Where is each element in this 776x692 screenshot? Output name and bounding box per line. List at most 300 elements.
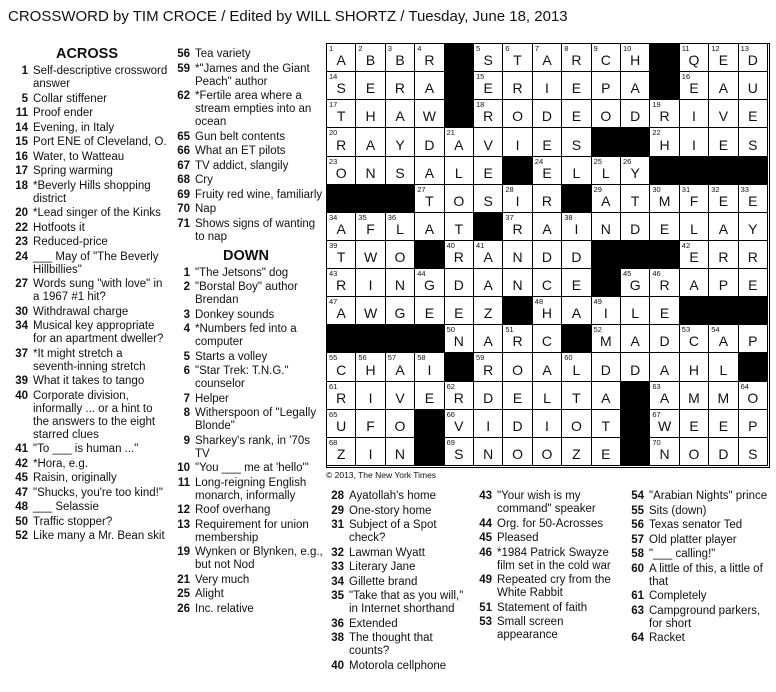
clue-number: 28 xyxy=(331,490,344,502)
grid-cell[interactable] xyxy=(709,410,738,438)
grid-cell[interactable] xyxy=(621,269,650,297)
clue-number: 57 xyxy=(631,533,644,546)
grid-cell[interactable] xyxy=(562,241,591,269)
clue-number: 34 xyxy=(331,575,344,588)
grid-cell[interactable] xyxy=(592,157,621,185)
grid-cell[interactable] xyxy=(680,269,709,297)
cell-letter: O xyxy=(512,108,524,125)
grid-cell[interactable] xyxy=(621,297,650,325)
grid-cell[interactable] xyxy=(327,72,356,100)
cell-letter: E xyxy=(483,164,493,181)
grid-cell[interactable] xyxy=(680,185,709,213)
cell-letter: L xyxy=(719,361,728,378)
grid-cell[interactable] xyxy=(445,157,474,185)
grid-cell[interactable] xyxy=(386,128,415,156)
grid-cell[interactable] xyxy=(445,213,474,241)
grid-cell[interactable] xyxy=(650,438,679,466)
cell-letter: I xyxy=(692,136,696,153)
grid-cell[interactable] xyxy=(474,72,503,100)
grid-cell[interactable] xyxy=(592,44,621,72)
down-clue xyxy=(322,618,472,631)
cell-letter: P xyxy=(748,333,758,350)
grid-cell[interactable] xyxy=(474,325,503,353)
grid-cell[interactable] xyxy=(562,438,591,466)
clue-number: 12 xyxy=(177,504,190,516)
grid-cell[interactable] xyxy=(739,325,768,353)
grid-cell[interactable] xyxy=(386,213,415,241)
grid-cell[interactable] xyxy=(503,128,532,156)
grid-cell[interactable] xyxy=(650,213,679,241)
cell-letter: V xyxy=(718,108,729,125)
grid-cell[interactable] xyxy=(356,297,385,325)
clue-text: What it takes to tango xyxy=(33,375,145,387)
grid-cell[interactable] xyxy=(445,438,474,466)
grid-cell[interactable] xyxy=(503,325,532,353)
cell-number: 22 xyxy=(652,128,661,138)
grid-cell[interactable] xyxy=(650,269,679,297)
cell-letter: L xyxy=(572,164,581,181)
grid-cell[interactable] xyxy=(592,410,621,438)
black-square xyxy=(415,438,444,466)
grid-cell[interactable] xyxy=(680,44,709,72)
cell-letter: S xyxy=(748,445,758,462)
clue-text: Collar stiffener xyxy=(33,92,107,105)
cell-number: 53 xyxy=(681,325,691,335)
grid-cell[interactable] xyxy=(709,325,738,353)
grid-cell[interactable] xyxy=(739,241,768,269)
cell-letter: H xyxy=(541,305,553,322)
grid-cell[interactable] xyxy=(680,438,709,466)
cell-letter: R xyxy=(483,361,494,378)
grid-cell[interactable] xyxy=(739,213,768,241)
cell-number: 11 xyxy=(681,44,690,53)
grid-cell[interactable] xyxy=(415,44,444,72)
clue-number: 6 xyxy=(183,365,190,377)
grid-cell[interactable] xyxy=(503,44,532,72)
grid-cell[interactable] xyxy=(503,353,532,381)
grid-cell[interactable] xyxy=(327,128,356,156)
grid-cell[interactable] xyxy=(415,382,444,410)
grid-cell[interactable] xyxy=(474,157,503,185)
cell-letter: C xyxy=(541,277,553,294)
cell-letter: I xyxy=(603,305,608,322)
grid-cell[interactable] xyxy=(709,269,738,297)
grid-cell[interactable] xyxy=(327,100,356,128)
clue-number: 63 xyxy=(631,604,644,617)
cell-letter: N xyxy=(394,445,406,462)
cell-letter: G xyxy=(423,277,435,294)
cell-letter: A xyxy=(630,80,640,97)
grid-cell[interactable] xyxy=(415,269,444,297)
grid-cell[interactable] xyxy=(445,241,474,269)
grid-cell[interactable] xyxy=(327,241,356,269)
cell-number: 46 xyxy=(652,269,661,279)
clue-text: Raisin, originally xyxy=(33,472,117,484)
cell-letter: L xyxy=(601,164,610,181)
cell-letter: I xyxy=(574,220,579,237)
grid-cell[interactable] xyxy=(327,297,356,325)
down-clue xyxy=(168,267,324,280)
clue-number: 32 xyxy=(331,546,344,559)
black-square xyxy=(445,72,474,100)
grid-cell[interactable] xyxy=(562,382,591,410)
cell-number: 30 xyxy=(652,184,661,194)
grid-cell[interactable] xyxy=(592,100,621,128)
grid-cell[interactable] xyxy=(739,100,768,128)
cell-letter: U xyxy=(747,80,758,97)
grid-cell[interactable] xyxy=(709,353,738,381)
grid-cell[interactable] xyxy=(709,128,738,156)
grid-cell[interactable] xyxy=(327,213,356,241)
grid-cell[interactable] xyxy=(650,410,679,438)
grid-cell[interactable] xyxy=(356,213,385,241)
grid-cell[interactable] xyxy=(386,100,415,128)
grid-cell[interactable] xyxy=(356,382,385,410)
cell-letter: D xyxy=(747,52,758,69)
grid-cell[interactable] xyxy=(356,438,385,466)
grid-cell[interactable] xyxy=(474,382,503,410)
grid-cell[interactable] xyxy=(474,410,503,438)
grid-cell[interactable] xyxy=(709,213,738,241)
grid-cell[interactable] xyxy=(621,325,650,353)
grid-cell[interactable] xyxy=(356,72,385,100)
grid-cell[interactable] xyxy=(533,269,562,297)
grid-cell[interactable] xyxy=(621,44,650,72)
grid-cell[interactable] xyxy=(415,100,444,128)
cell-letter: R xyxy=(541,192,553,209)
clue-text: "Your wish is my command" speaker xyxy=(497,490,596,515)
grid-cell[interactable] xyxy=(386,353,415,381)
grid-cell[interactable] xyxy=(415,353,444,381)
grid-cell[interactable] xyxy=(680,72,709,100)
cell-letter: A xyxy=(542,52,552,69)
clue-text: *Numbers fed into a computer xyxy=(195,323,297,348)
grid-cell[interactable] xyxy=(533,438,562,466)
cell-letter: E xyxy=(718,136,729,153)
grid-cell[interactable] xyxy=(415,157,444,185)
cell-number: 25 xyxy=(593,156,602,166)
grid-cell[interactable] xyxy=(650,325,679,353)
across-clue xyxy=(168,174,324,187)
grid-cell[interactable] xyxy=(562,269,591,297)
cell-letter: O xyxy=(512,445,524,462)
cell-letter: A xyxy=(659,361,670,378)
clue-text: Org. for 50-Acrosses xyxy=(497,517,604,530)
clue-text: *Hora, e.g. xyxy=(33,457,88,470)
grid-cell[interactable] xyxy=(474,269,503,297)
clue-number: 64 xyxy=(631,632,644,644)
grid-cell[interactable] xyxy=(503,241,532,269)
grid-cell[interactable] xyxy=(445,185,474,213)
grid-cell[interactable] xyxy=(386,157,415,185)
cell-number: 6 xyxy=(505,44,510,53)
grid-cell[interactable] xyxy=(621,72,650,100)
cell-letter: E xyxy=(365,80,376,97)
down-clue xyxy=(470,547,624,573)
grid-cell[interactable] xyxy=(445,128,474,156)
grid-cell[interactable] xyxy=(680,382,709,410)
grid-cell[interactable] xyxy=(592,72,621,100)
cell-letter: A xyxy=(718,80,729,97)
grid-cell[interactable] xyxy=(327,157,356,185)
grid-cell[interactable] xyxy=(592,382,621,410)
grid-cell[interactable] xyxy=(503,269,532,297)
down-clue xyxy=(470,490,624,516)
grid-cell[interactable] xyxy=(739,72,768,100)
clue-number: 49 xyxy=(479,574,492,586)
grid-cell[interactable] xyxy=(621,157,650,185)
cell-letter: A xyxy=(454,136,464,153)
grid-cell[interactable] xyxy=(327,382,356,410)
cell-letter: S xyxy=(483,52,493,69)
clue-text: "Take that as you will," in Internet shorthand xyxy=(349,590,464,615)
grid-cell[interactable] xyxy=(445,325,474,353)
grid-cell[interactable] xyxy=(592,185,621,213)
grid-cell[interactable] xyxy=(327,353,356,381)
clue-number: 41 xyxy=(15,443,28,455)
grid-cell[interactable] xyxy=(533,382,562,410)
grid-cell[interactable] xyxy=(327,269,356,297)
grid-cell[interactable] xyxy=(503,438,532,466)
black-square xyxy=(415,325,444,353)
clue-text: Inc. relative xyxy=(195,602,254,615)
grid-cell[interactable] xyxy=(503,100,532,128)
grid-cell[interactable] xyxy=(503,213,532,241)
grid-cell[interactable] xyxy=(709,72,738,100)
cell-letter: H xyxy=(365,361,376,378)
grid-cell[interactable] xyxy=(621,213,650,241)
cell-number: 14 xyxy=(329,72,338,82)
grid-cell[interactable] xyxy=(503,382,532,410)
grid-cell[interactable] xyxy=(621,185,650,213)
grid-cell[interactable] xyxy=(327,438,356,466)
grid-cell[interactable] xyxy=(709,185,738,213)
grid-cell[interactable] xyxy=(386,269,415,297)
grid-cell[interactable] xyxy=(533,241,562,269)
grid-cell[interactable] xyxy=(533,157,562,185)
grid-cell[interactable] xyxy=(650,353,679,381)
grid-cell[interactable] xyxy=(709,100,738,128)
grid-cell[interactable] xyxy=(474,100,503,128)
grid-cell[interactable] xyxy=(503,185,532,213)
copyright-notice: © 2013, The New York Times xyxy=(326,470,437,480)
grid-cell[interactable] xyxy=(739,269,768,297)
grid-cell[interactable] xyxy=(709,44,738,72)
clue-number: 19 xyxy=(177,546,190,558)
grid-cell[interactable] xyxy=(533,100,562,128)
grid-cell[interactable] xyxy=(592,325,621,353)
grid-cell[interactable] xyxy=(386,297,415,325)
grid-cell[interactable] xyxy=(621,100,650,128)
across-clue xyxy=(6,165,168,178)
across-clue xyxy=(6,375,168,388)
cell-letter: V xyxy=(483,136,493,153)
grid-cell[interactable] xyxy=(680,241,709,269)
cell-letter: R xyxy=(453,249,464,266)
grid-cell[interactable] xyxy=(562,297,591,325)
grid-cell[interactable] xyxy=(592,438,621,466)
grid-cell[interactable] xyxy=(386,410,415,438)
cell-letter: I xyxy=(368,445,373,462)
grid-cell[interactable] xyxy=(562,72,591,100)
grid-cell[interactable] xyxy=(621,353,650,381)
clue-text: *Fertile area where a stream empties into an ocean xyxy=(195,90,312,128)
grid-cell[interactable] xyxy=(650,297,679,325)
grid-cell[interactable] xyxy=(562,213,591,241)
grid-cell[interactable] xyxy=(474,438,503,466)
cell-letter: W xyxy=(422,108,436,125)
grid-cell[interactable] xyxy=(386,72,415,100)
cell-number: 47 xyxy=(329,297,338,307)
grid-cell[interactable] xyxy=(356,100,385,128)
grid-cell[interactable] xyxy=(533,185,562,213)
grid-cell[interactable] xyxy=(650,185,679,213)
cell-letter: D xyxy=(541,108,553,125)
grid-cell[interactable] xyxy=(533,128,562,156)
across-list-part2 xyxy=(168,48,324,244)
down-clue xyxy=(168,519,324,545)
grid-cell[interactable] xyxy=(592,297,621,325)
grid-cell[interactable] xyxy=(327,44,356,72)
cell-letter: C xyxy=(541,333,553,350)
grid-cell[interactable] xyxy=(356,157,385,185)
cell-letter: Y xyxy=(748,220,758,237)
grid-cell[interactable] xyxy=(533,72,562,100)
grid-cell[interactable] xyxy=(562,44,591,72)
clue-text: Spring warming xyxy=(33,165,113,177)
grid-cell[interactable] xyxy=(562,353,591,381)
cell-number: 3 xyxy=(387,44,392,53)
cell-letter: W xyxy=(363,305,378,322)
cell-letter: R xyxy=(747,249,758,266)
grid-cell[interactable] xyxy=(415,128,444,156)
clue-text: Small screen appearance xyxy=(497,616,564,641)
cell-number: 8 xyxy=(564,44,569,53)
grid-cell[interactable] xyxy=(386,438,415,466)
down-clue xyxy=(322,547,472,560)
cell-letter: I xyxy=(368,389,373,406)
grid-cell[interactable] xyxy=(445,269,474,297)
across-clue xyxy=(168,160,324,173)
grid-cell[interactable] xyxy=(533,297,562,325)
grid-cell[interactable] xyxy=(356,410,385,438)
grid-cell[interactable] xyxy=(739,382,768,410)
grid-cell[interactable] xyxy=(533,410,562,438)
grid-cell[interactable] xyxy=(739,44,768,72)
clue-number: 45 xyxy=(15,472,28,484)
grid-cell[interactable] xyxy=(650,128,679,156)
grid-cell[interactable] xyxy=(474,353,503,381)
black-square xyxy=(650,157,679,185)
cell-letter: A xyxy=(365,136,376,153)
black-square xyxy=(650,44,679,72)
grid-cell[interactable] xyxy=(415,185,444,213)
grid-cell[interactable] xyxy=(562,410,591,438)
grid-cell[interactable] xyxy=(650,382,679,410)
grid-cell[interactable] xyxy=(739,410,768,438)
grid-cell[interactable] xyxy=(474,241,503,269)
grid-cell[interactable] xyxy=(533,325,562,353)
grid-cell[interactable] xyxy=(680,325,709,353)
clue-column-4 xyxy=(470,490,624,644)
black-square xyxy=(621,382,650,410)
black-square xyxy=(445,100,474,128)
across-clue xyxy=(168,189,324,202)
grid-cell[interactable] xyxy=(415,297,444,325)
grid-cell[interactable] xyxy=(327,410,356,438)
grid-cell[interactable] xyxy=(356,241,385,269)
cell-number: 37 xyxy=(505,212,514,222)
grid-cell[interactable] xyxy=(680,353,709,381)
grid-cell[interactable] xyxy=(680,213,709,241)
across-heading: ACROSS xyxy=(55,46,119,62)
clue-text: Very much xyxy=(195,573,250,586)
grid-cell[interactable] xyxy=(356,44,385,72)
grid-cell[interactable] xyxy=(533,353,562,381)
grid-cell[interactable] xyxy=(503,72,532,100)
grid-cell[interactable] xyxy=(445,297,474,325)
clue-column-3 xyxy=(322,490,472,674)
grid-cell[interactable] xyxy=(356,269,385,297)
cell-letter: R xyxy=(394,80,406,97)
grid-cell[interactable] xyxy=(415,213,444,241)
grid-cell[interactable] xyxy=(386,44,415,72)
grid-cell[interactable] xyxy=(739,185,768,213)
grid-cell[interactable] xyxy=(562,157,591,185)
black-square xyxy=(327,185,356,213)
grid-cell[interactable] xyxy=(739,128,768,156)
clue-number: 14 xyxy=(15,121,28,134)
grid-cell[interactable] xyxy=(739,438,768,466)
clue-text: Extended xyxy=(349,617,398,630)
grid-cell[interactable] xyxy=(415,72,444,100)
grid-cell[interactable] xyxy=(474,185,503,213)
grid-cell[interactable] xyxy=(680,128,709,156)
grid-cell[interactable] xyxy=(680,100,709,128)
grid-cell[interactable] xyxy=(386,382,415,410)
cell-letter: T xyxy=(336,108,346,125)
grid-cell[interactable] xyxy=(445,382,474,410)
cell-letter: R xyxy=(512,80,523,97)
grid-cell[interactable] xyxy=(680,410,709,438)
cell-letter: A xyxy=(630,333,640,350)
grid-cell[interactable] xyxy=(562,100,591,128)
grid-cell[interactable] xyxy=(474,44,503,72)
grid-cell[interactable] xyxy=(650,100,679,128)
grid-cell[interactable] xyxy=(356,353,385,381)
grid-cell[interactable] xyxy=(503,410,532,438)
grid-cell[interactable] xyxy=(709,241,738,269)
grid-cell[interactable] xyxy=(386,241,415,269)
grid-cell[interactable] xyxy=(709,438,738,466)
grid-cell[interactable] xyxy=(533,44,562,72)
down-list-part3 xyxy=(470,490,624,642)
cell-number: 33 xyxy=(740,184,749,194)
grid-cell[interactable] xyxy=(709,382,738,410)
grid-cell[interactable] xyxy=(533,213,562,241)
grid-cell[interactable] xyxy=(474,128,503,156)
cell-number: 49 xyxy=(593,297,602,307)
grid-cell[interactable] xyxy=(474,297,503,325)
grid-cell[interactable] xyxy=(592,353,621,381)
grid-cell[interactable] xyxy=(592,213,621,241)
grid-cell[interactable] xyxy=(562,128,591,156)
cell-letter: N xyxy=(483,445,494,462)
clue-number: 47 xyxy=(15,486,28,499)
down-clue xyxy=(622,519,774,532)
grid-cell[interactable] xyxy=(356,128,385,156)
grid-cell[interactable] xyxy=(445,410,474,438)
